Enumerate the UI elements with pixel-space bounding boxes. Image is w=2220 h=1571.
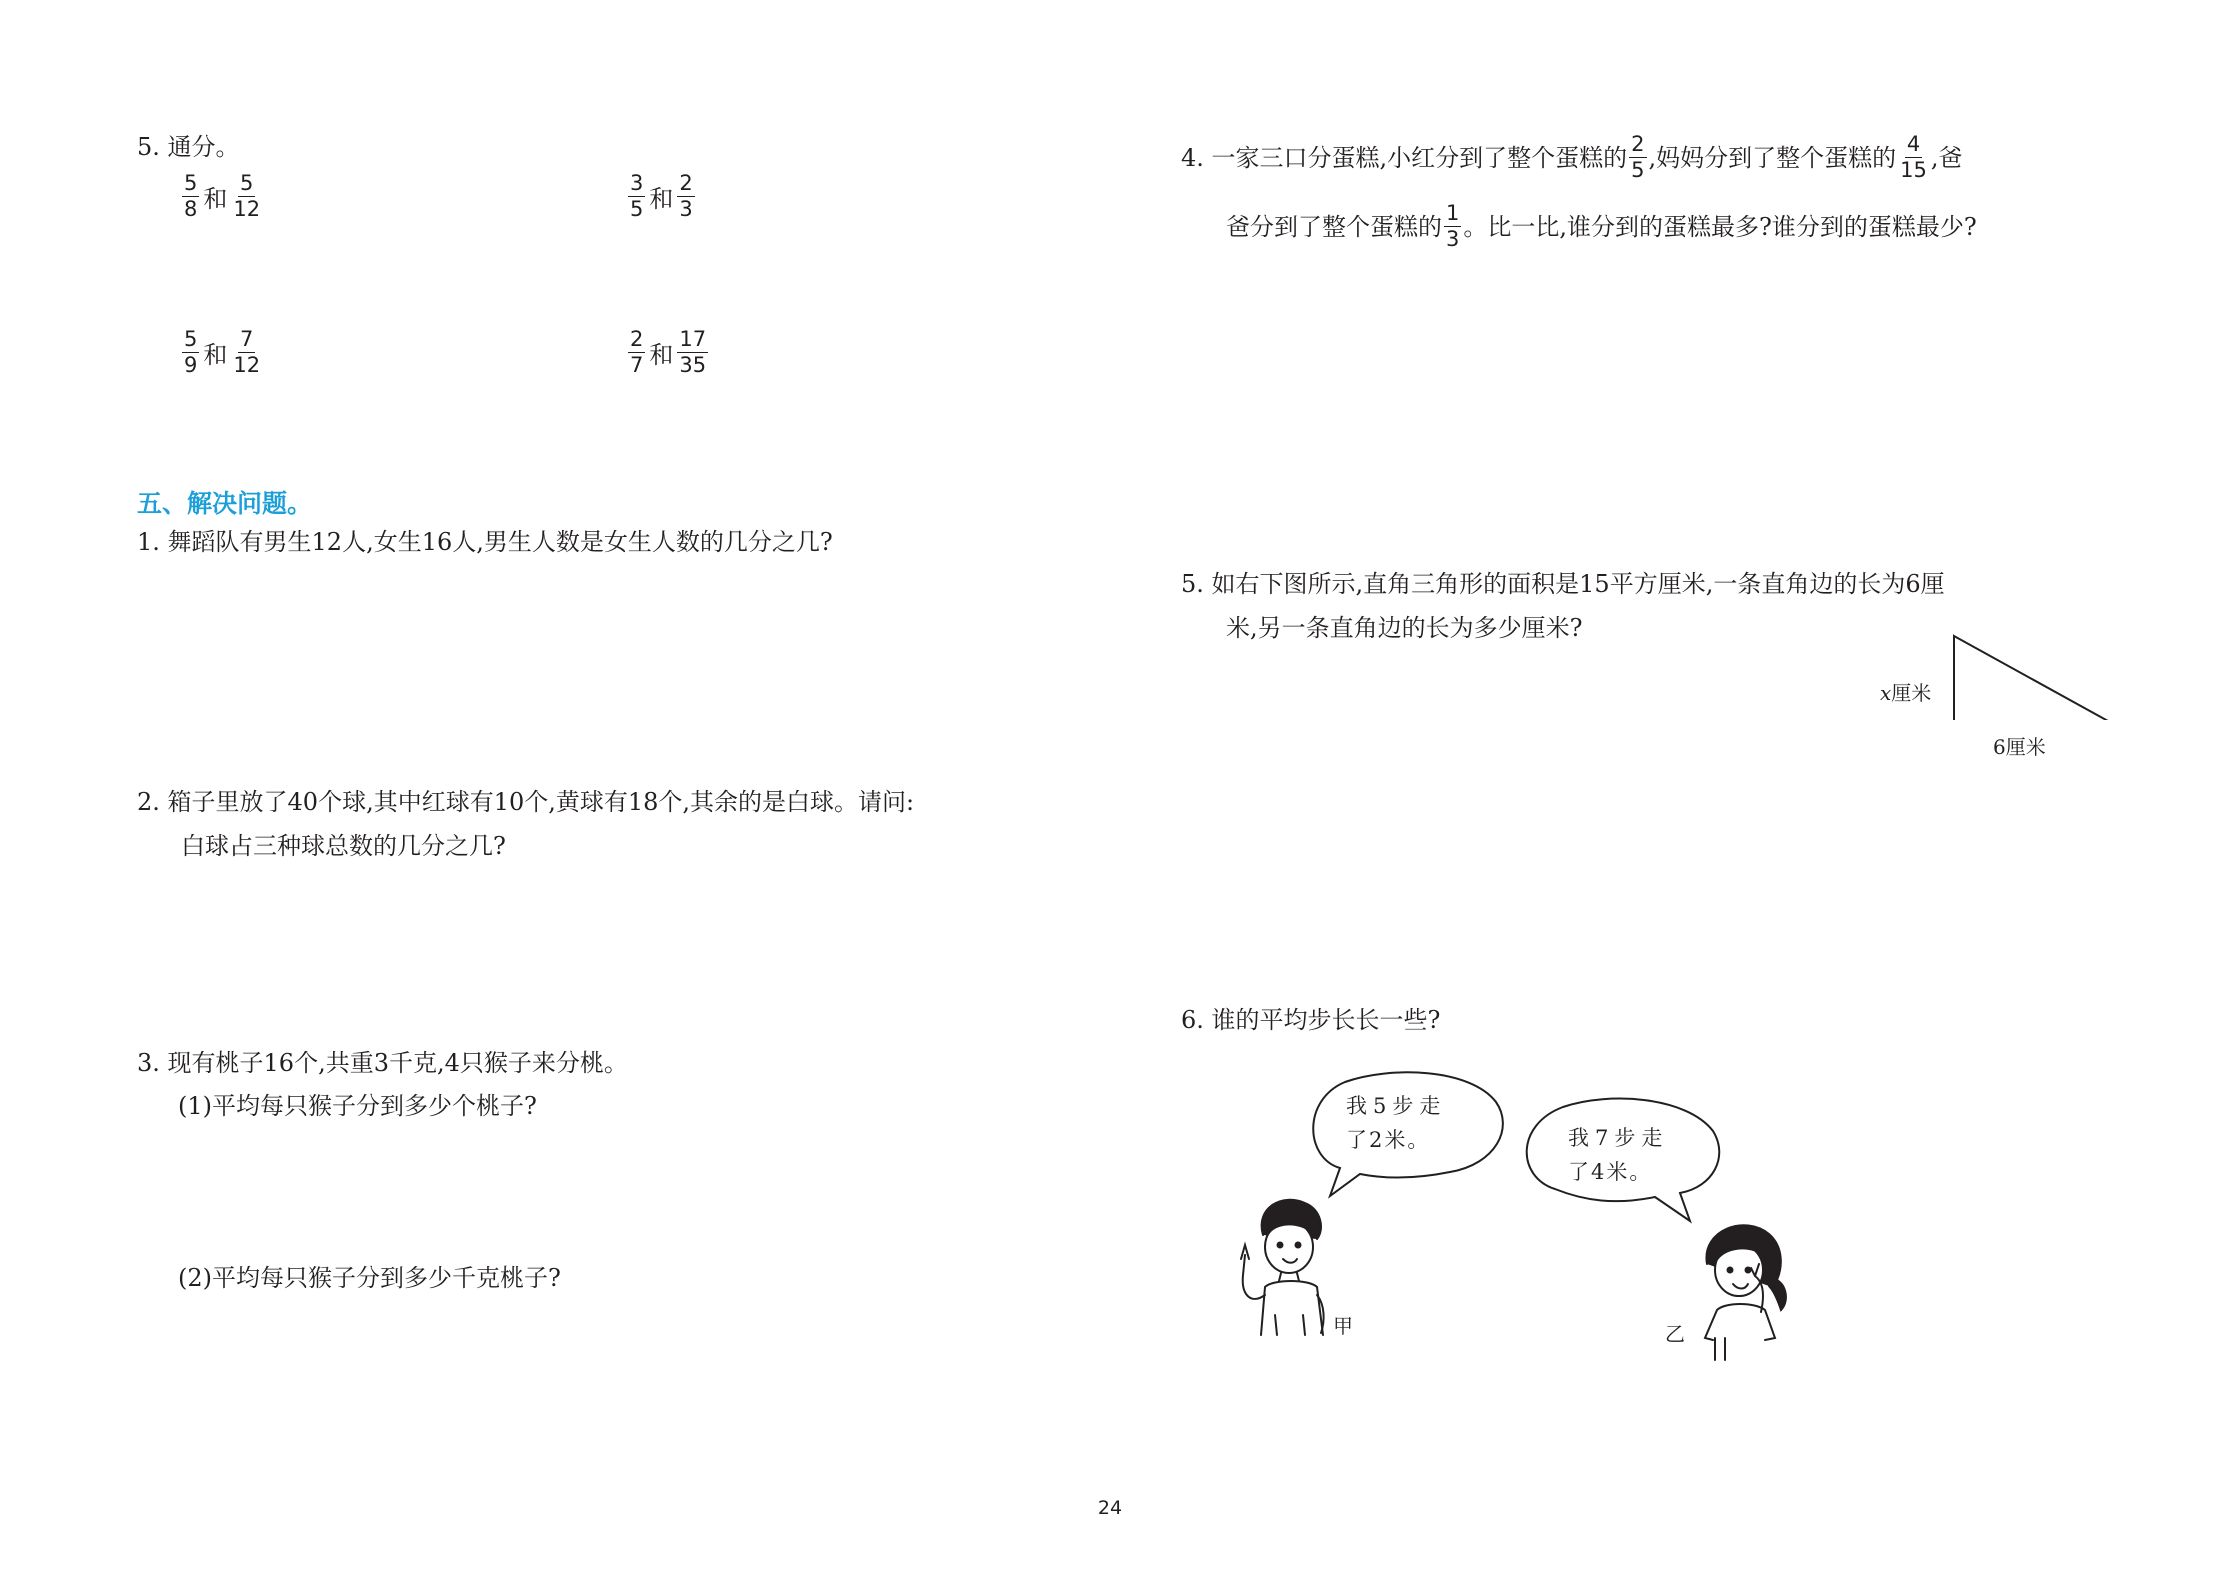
section-title: 五、解决问题。 (137, 489, 313, 518)
page-number: 24 (1097, 1497, 1123, 1519)
problem-2-line-1: 2. 箱子里放了40个球,其中红球有10个,黄球有18个,其余的是白球。请问: (137, 788, 915, 816)
triangle-shape (1954, 636, 2108, 720)
triangle-base-label: 6厘米 (1993, 735, 2046, 759)
problem-1: 1. 舞蹈队有男生12人,女生16人,男生人数是女生人数的几分之几? (137, 528, 833, 556)
fraction-pair-1: $\frac{5}{8}$ 和 $\frac{5}{12}$ (184, 171, 261, 222)
boy-illustration (1225, 1195, 1345, 1340)
problem-5-line-1: 5. 如右下图所示,直角三角形的面积是15平方厘米,一条直角边的长为6厘 (1181, 570, 1945, 598)
triangle-height-label: x厘米 (1880, 681, 1932, 705)
problem-4-line-2: 爸分到了整个蛋糕的 $\frac{1}{3}$ 。比一比,谁分到的蛋糕最多?谁分到的蛋糕最少? (1226, 201, 1977, 252)
bubble-yi-line-2: 了4米。 (1568, 1160, 1653, 1184)
bubble-jia-line-1: 我5步走 (1346, 1094, 1447, 1118)
bubble-yi-line-1: 我7步走 (1568, 1126, 1669, 1150)
problem-5-line-2: 米,另一条直角边的长为多少厘米? (1226, 614, 1583, 642)
fraction-pair-3: $\frac{5}{9}$ 和 $\frac{7}{12}$ (184, 327, 261, 378)
girl-illustration (1685, 1220, 1795, 1365)
problem-3-sub-1: (1)平均每只猴子分到多少个桃子? (178, 1092, 537, 1120)
problem-2-line-2: 白球占三种球总数的几分之几? (181, 832, 506, 860)
problem-3-line-1: 3. 现有桃子16个,共重3千克,4只猴子来分桃。 (137, 1049, 628, 1077)
problem-6: 6. 谁的平均步长长一些? (1181, 1006, 1441, 1034)
fraction-pair-2: $\frac{3}{5}$ 和 $\frac{2}{3}$ (630, 171, 693, 222)
fraction-pair-4: $\frac{2}{7}$ 和 $\frac{17}{35}$ (630, 327, 707, 378)
problem-4-line-1: 4. 一家三口分蛋糕,小红分到了整个蛋糕的 $\frac{2}{5}$ ,妈妈分到了整个蛋糕的 $\frac{4}{15}$ ,爸 (1181, 132, 1963, 183)
label-yi: 乙 (1665, 1322, 1685, 1346)
question-5-title: 5. 通分。 (137, 133, 240, 161)
label-jia: 甲 (1333, 1314, 1353, 1338)
problem-3-sub-2: (2)平均每只猴子分到多少千克桃子? (178, 1264, 561, 1292)
right-triangle-diagram (1950, 630, 2120, 720)
bubble-jia-line-2: 了2米。 (1346, 1128, 1431, 1152)
